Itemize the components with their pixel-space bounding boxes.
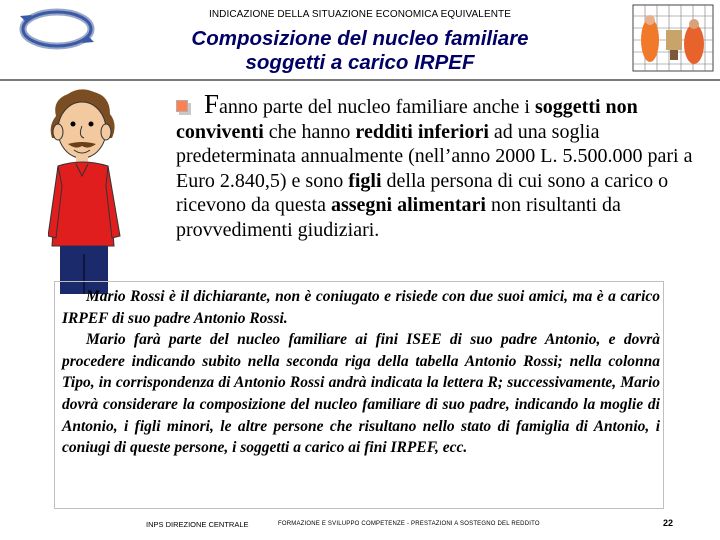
main-paragraph: [176, 89, 706, 242]
main-text-bold: figli: [348, 169, 382, 192]
main-text-bold: redditi inferiori: [355, 120, 489, 143]
example-paragraph-1: Mario Rossi è il dichiarante, non è coniugato e risiede con due suoi amici, ma è a carico IRPEF di suo padre Antonio Rossi.: [62, 288, 660, 327]
main-text-segment: che hanno: [263, 120, 356, 143]
main-text-bold: soggetti non conviventi: [176, 96, 638, 143]
page-title-line-2: soggetti a carico IRPEF: [245, 51, 475, 74]
page-number: 22: [663, 518, 674, 528]
drop-cap-letter: F: [204, 89, 220, 119]
circular-arrows-logo-icon: [18, 6, 96, 52]
footer-organization: INPS DIREZIONE CENTRALE: [146, 520, 249, 529]
example-text: [62, 286, 660, 459]
main-text-segment: anno parte del nucleo familiare anche i: [219, 96, 535, 118]
main-text-bold: assegni alimentari: [330, 194, 486, 216]
family-calendar-collage-icon: [632, 4, 714, 72]
footer-course-title: FORMAZIONE E SVILUPPO COMPETENZE - PRESTAZIONI A SOSTEGNO DEL REDDITO: [278, 521, 540, 527]
example-paragraph-2: Mario farà parte del nucleo familiare ai fini ISEE di suo padre Antonio, e dovrà procedere indicando subito nella seconda riga della tabella Antonio Rossi; nella colonna Tipo, in corrispondenza di Antonio Rossi andrà indicata la lettera R; successivamente, Mario dovrà considerare la composizione del nucleo familiare di suo padre, indicando la moglie di Antonio, i figli minori, le altre persone che risultano nello stato di famiglia di Antonio, i coniugi di queste persone, i soggetti a carico ai fini IRPEF, ecc.: [62, 331, 660, 457]
main-text-segment: non risultanti da provvedimenti giudiziari.: [176, 194, 621, 241]
title-divider: [0, 79, 720, 81]
main-text-segment: ad una soglia predeterminata annualmente (nell’anno 2000 L. 5.500.000 pari a Euro 2.840,5) e sono: [176, 120, 693, 192]
cartoon-man-illustration-icon: [48, 86, 122, 296]
page-title-line-1: Composizione del nucleo familiare: [191, 27, 529, 50]
header-top-label: INDICAZIONE DELLA SITUAZIONE ECONOMICA EQUIVALENTE: [208, 9, 512, 20]
page-title: [120, 27, 600, 75]
main-text-segment: della persona di cui sono a carico o ricevono da questa: [176, 169, 669, 216]
